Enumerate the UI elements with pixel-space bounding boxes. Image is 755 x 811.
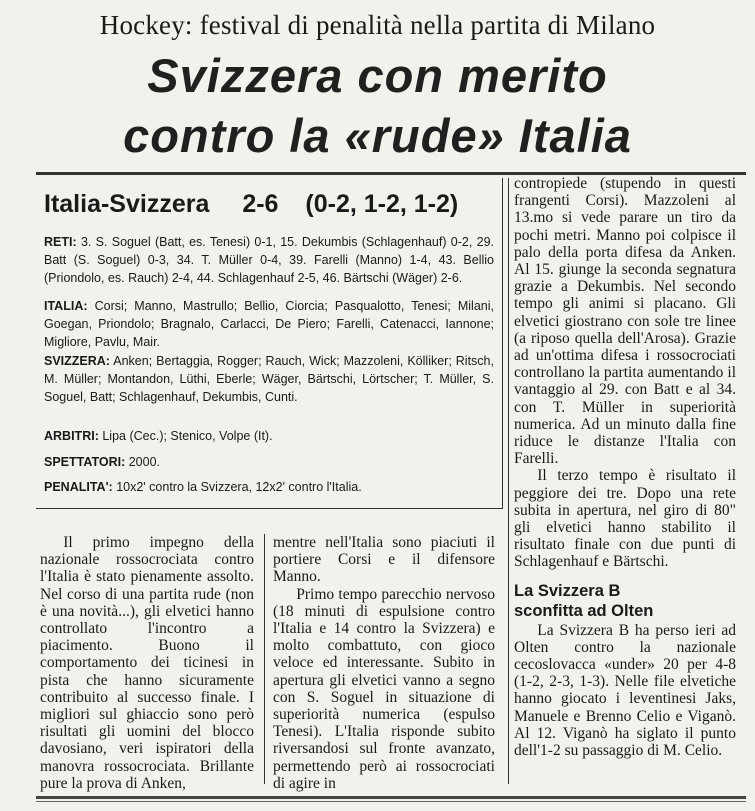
article-column-1 — [40, 534, 254, 792]
italia-label: ITALIA: — [44, 299, 88, 313]
headline-line-2: contro la «rude» Italia — [123, 109, 632, 162]
col2-paragraph-2: Primo tempo parecchio nervoso (18 minuti di espulsione contro l'Italia e 14 contro la Svizzera) e molto combattuto, con gioco veloce ed interessante. Subito in apertura gli elvetici vanno a segno con S. Soguel in situazione di superiorità numerica (espulso Tenesi). L'Italia risponde subito riversandosi sul fronte avanzato, permettendo però ai rossocrociati di agire in — [273, 585, 495, 792]
svizzera-label: SVIZZERA: — [44, 354, 110, 368]
col1-paragraph: Il primo impegno della nazionale rossocrociata contro l'Italia è stato pienamente assolto. Nel corso di una partita rude (non è una novità...), gli elvetici hanno controllato l'incontro a piacimento. Buono il comportamento dei ticinesi in pista che hanno sicuramente contribuito al successo finale. I migliori sul ghiaccio sono però risultati gli uomini del blocco davosiano, veri ispiratori della manovra rossocrociata. Brillante pure la prova di Anken, — [40, 534, 254, 792]
goals-text: 3. S. Soguel (Batt, es. Tenesi) 0-1, 15. Dekumbis (Schlagenhauf) 0-2, 29. Batt (S. Soguel) 0-3, 34. T. Müller 0-4, 39. Farelli (Manno) 1-4, 43. Bellio (Priondolo, es. Rauch) 2-4, 44. Schlagenhauf 2-5, 46. Bärtschi (Wäger) 2-6. — [44, 235, 494, 285]
goals-label: RETI: — [44, 235, 77, 249]
subhead-line-2: sconfitta ad Olten — [514, 601, 654, 620]
column-divider-2 — [508, 178, 509, 784]
arbitri-text: Lipa (Cec.); Stenico, Volpe (It). — [102, 429, 273, 443]
column-divider-1 — [264, 534, 265, 784]
svizzera-text: Anken; Bertaggia, Rogger; Rauch, Wick; Mazzoleni, Kölliker; Ritsch, M. Müller; Montandon, Lüthi, Eberle; Wäger, Bärtschi, Lörtscher; T. Müller, S. Soguel, Batt; Schlagenhauf, Dekumbis, Cunti. — [44, 354, 494, 404]
col3-paragraph-1: contropiede (stupendo in questi frangenti Corsi). Mazzoleni al 13.mo si vede parare un tiro da pochi metri. Manno poi colpisce il palo della porta difesa da Anken. Al 15. giunge la seconda segnatura grazie a Dekumbis. Nel secondo tempo gli animi si placano. Gli elvetici giostrano con sole tre linee (a riposo quella dell'Arosa). Grazie ad un'ottima difesa i rossocrociati controllano la partita aumentando il vantaggio al 29. con Batt e al 34. con T. Müller in superiorità numerica. Ad un minuto dalla fine riduce le distanze l'Italia con Farelli. — [514, 175, 736, 468]
col2-paragraph-1: mentre nell'Italia sono piaciuti il portiere Corsi e il difensore Manno. — [273, 534, 495, 586]
goals-paragraph — [44, 233, 494, 287]
svizzera-lineup — [44, 352, 494, 406]
article-column-2 — [273, 534, 495, 792]
penalita-line — [44, 478, 494, 496]
spettatori-line — [44, 453, 494, 471]
arbitri-label: ARBITRI: — [44, 429, 99, 443]
subhead-svizzera-b — [514, 581, 736, 621]
penalita-text: 10x2' contro la Svizzera, 12x2' contro l'Italia. — [116, 480, 362, 494]
match-result: 2-6 — [242, 190, 279, 218]
penalita-label: PENALITA': — [44, 480, 113, 494]
italia-lineup — [44, 297, 494, 351]
footer-rule-thin — [36, 801, 746, 802]
headline-line-1: Svizzera con merito — [147, 49, 608, 102]
match-partials: (0-2, 1-2, 1-2) — [305, 190, 459, 218]
footer-rule — [36, 796, 746, 799]
col3-paragraph-3: La Svizzera B ha perso ieri ad Olten contro la nazionale cecoslovacca «under» 20 per 4-8 (1-2, 2-3, 1-3). Nelle file elvetiche hanno giocato i leventinesi Jaks, Manuele e Brenno Celio e Viganò. Al 12. Viganò ha siglato il punto dell'1-2 su passaggio di M. Celio. — [514, 621, 736, 760]
match-teams: Italia-Svizzera — [44, 190, 210, 218]
article-column-3 — [514, 175, 736, 759]
subhead-line-1: La Svizzera B — [514, 581, 621, 600]
spettatori-text: 2000. — [128, 455, 161, 469]
spettatori-label: SPETTATORI: — [44, 455, 126, 469]
match-score — [44, 190, 502, 218]
kicker: Hockey: festival di penalità nella partita di Milano — [99, 10, 656, 40]
arbitri-line — [44, 427, 494, 445]
italia-text: Corsi; Manno, Mastrullo; Bellio, Ciorcia; Pasqualotto, Tenesi; Milani, Goegan, Priondolo; Bragnalo, Carlacci, De Piero; Farelli, Catenacci, Iannone; Migliore, Pavlu, Mair. — [44, 299, 494, 349]
col3-paragraph-2: Il terzo tempo è risultato il peggiore dei tre. Dopo una rete subita in apertura, nel giro di 80" gli elvetici hanno stabilito il risultato finale con due punti di Schlagenhauf e Bärtschi. — [514, 467, 736, 571]
